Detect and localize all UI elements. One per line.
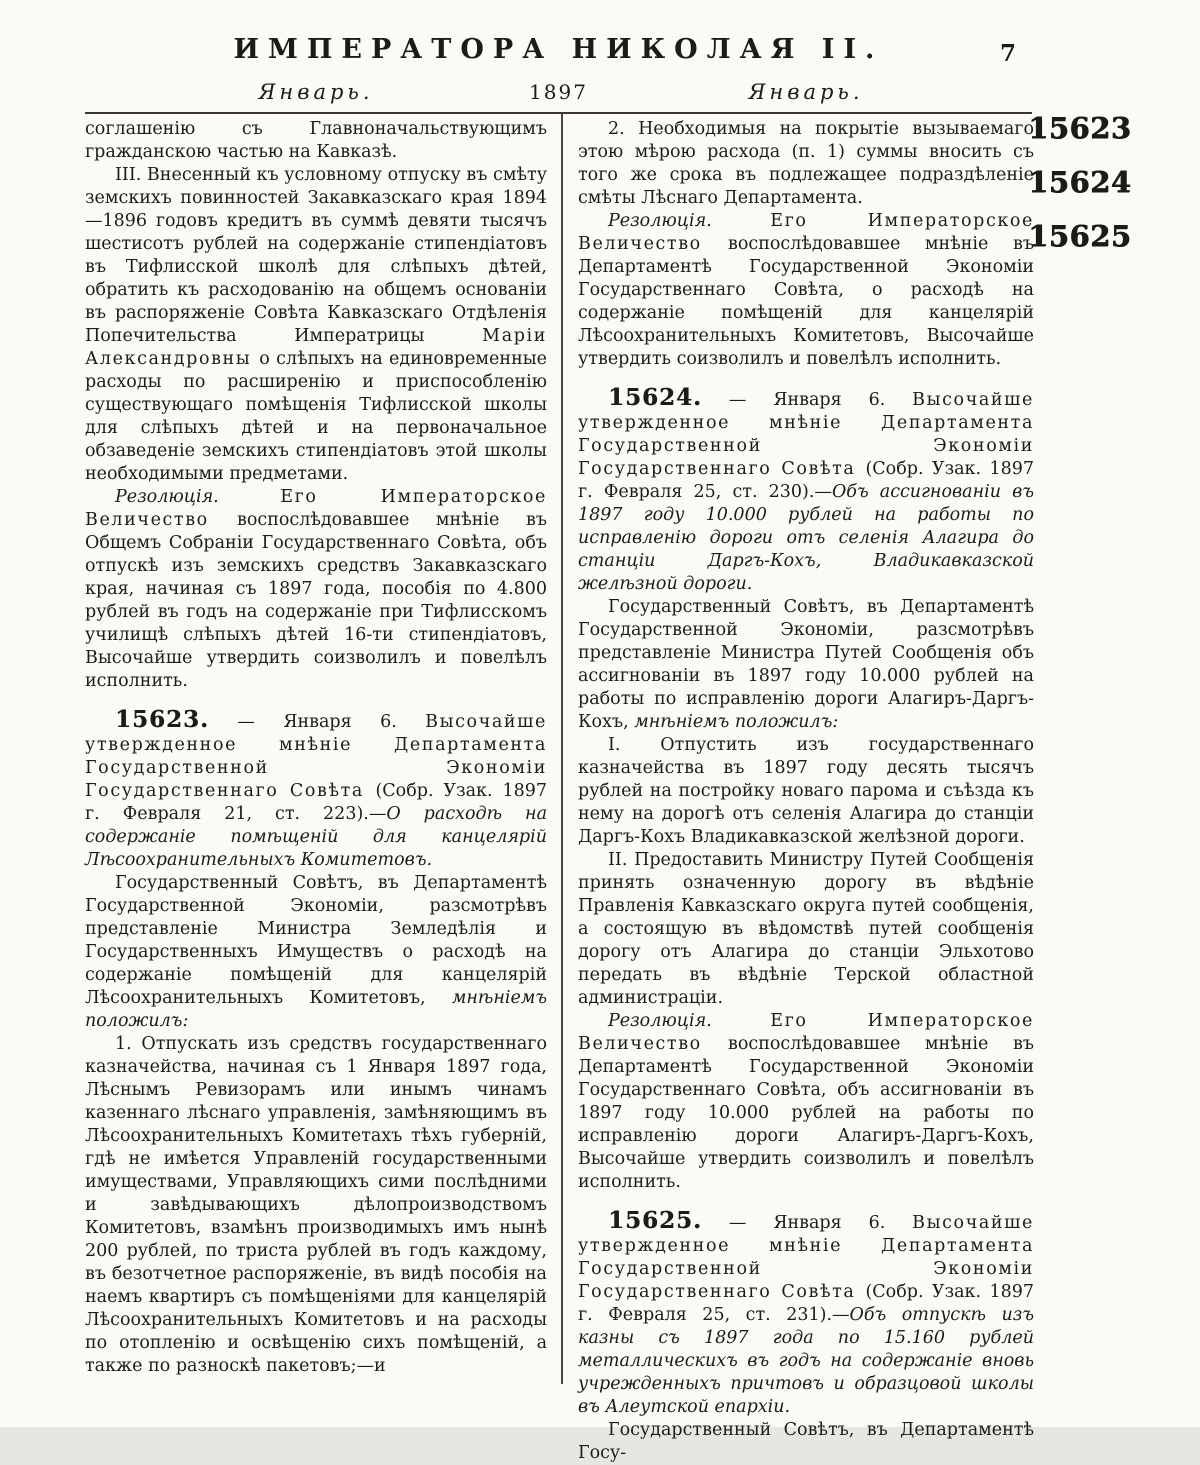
text-segment-normal: Государственный Совѣтъ, въ Департаментѣ Государственной Экономіи, разсмотрѣвъ представленіе Министра Земледѣлія и Государственныхъ Имуществъ о расходѣ на содержаніе помѣщеній для канцелярій Лѣсоохранительныхъ Комитетовъ, bbox=[85, 873, 547, 1008]
text-segment-spaced: Его Императорское Величество bbox=[85, 487, 548, 530]
marginal-entry-numbers bbox=[1028, 111, 1132, 276]
text-segment-normal: воспослѣдовавшее мнѣніе въ Департаментѣ Государственной Экономіи Государственнаго Совѣта, объ ассигнованіи въ 1897 году 10.000 рублей на работы по исправленію дороги Алагиръ-Даргъ-Кохъ, Высочайше утвердить соизволилъ и повелѣлъ исполнить. bbox=[578, 1034, 1034, 1192]
text-segment-normal: 2. Необходимыя на покрытіе вызываемаго этою мѣрою расхода (п. 1) суммы вносить съ того же срока въ подлежащее подраздѣленіе смѣты Лѣснаго Департамента. bbox=[578, 119, 1034, 208]
paragraph bbox=[578, 210, 1034, 371]
text-segment-spaced: Маріи Александровны bbox=[85, 326, 547, 369]
text-segment-normal: — Января 6. bbox=[209, 712, 426, 732]
page-number: 7 bbox=[1000, 40, 1017, 67]
text-segment-normal: соглашенію съ Главноначальствующимъ гражданскою частью на Кавказѣ. bbox=[85, 119, 547, 162]
page-title: ИМПЕРАТОРА НИКОЛАЯ II. bbox=[233, 34, 884, 65]
text-segment-normal: II. Предоставить Министру Путей Сообщенія принять означенную дорогу въ вѣдѣніе Правленія Кавказскаго округа путей сообщенія, а состоящую въ вѣдомствѣ путей сообщенія дорогу отъ Алагира до станціи Эльхотово передать въ вѣдѣніе Терской областной администраціи. bbox=[578, 850, 1034, 1008]
text-segment-normal: Государственный Совѣтъ, въ Департаментѣ Государственной Экономіи, разсмотрѣвъ представленіе Министра Путей Сообщенія объ ассигнованіи въ 1897 году 10.000 рублей на работы по исправленію дороги Алагиръ-Даргъ-Кохъ, bbox=[578, 597, 1034, 732]
paragraph bbox=[578, 849, 1034, 1010]
paragraph bbox=[578, 596, 1034, 734]
paragraph bbox=[578, 1419, 1034, 1465]
left-text-column bbox=[85, 118, 547, 1378]
text-segment-normal: о слѣпыхъ на единовременные расходы по расширенію и приспособленію существующаго помѣщенія Тифлисской школы для слѣпыхъ дѣтей и на первоначальное обзаведеніе земскихъ стипендіатовъ этой школы необходимыми предметами. bbox=[85, 349, 548, 484]
paragraph bbox=[85, 164, 547, 486]
text-segment-italic: Объ ассигнованіи въ 1897 году 10.000 рублей на работы по исправленію дороги отъ селенія Алагира до станціи Даргъ-Кохъ, Владикавказской желѣзной дороги. bbox=[578, 482, 1034, 594]
paragraph bbox=[578, 1010, 1034, 1194]
paragraph bbox=[578, 734, 1034, 849]
text-segment-normal: (Собр. Узак. 1897 г. Февраля 25, ст. 231).— bbox=[578, 1282, 1035, 1325]
paragraph bbox=[85, 486, 547, 693]
text-segment-normal: воспослѣдовавшее мнѣніе въ Департаментѣ Государственной Экономіи Государственнаго Совѣта, о расходѣ на содержаніе помѣщеній для канцелярій Лѣсоохранительныхъ Комитетовъ, Высочайше утвердить соизволилъ и повелѣлъ исполнить. bbox=[578, 234, 1034, 369]
entry-15625 bbox=[578, 1209, 1034, 1419]
text-segment-spaced: Высочайше утвержденное мнѣніе Департамента Государственной Экономіи Государственнаго Совѣта bbox=[578, 1213, 1034, 1302]
text-segment-normal: — Января 6. bbox=[702, 390, 913, 410]
margin-number-15623: 15623 bbox=[1028, 111, 1132, 145]
paragraph bbox=[85, 118, 547, 164]
text-segment-italic: мнѣніемъ положилъ: bbox=[85, 988, 547, 1031]
text-segment-normal: (Собр. Узак. 1897 г. Февраля 21, ст. 223).— bbox=[85, 781, 548, 824]
text-segment-entrynum: 15624. bbox=[608, 384, 703, 411]
text-segment-normal: (Собр. Узак. 1897 г. Февраля 25, ст. 230).— bbox=[578, 459, 1035, 502]
text-segment-italic: Резолюція. bbox=[115, 487, 281, 507]
entry-15624 bbox=[578, 386, 1034, 596]
column-divider-rule bbox=[561, 114, 563, 1384]
text-segment-italic: Резолюція. bbox=[608, 1011, 771, 1031]
paragraph bbox=[85, 1033, 547, 1378]
running-head-right: Январь. bbox=[748, 80, 864, 104]
right-text-column bbox=[578, 118, 1034, 1465]
text-segment-normal: — Января 6. bbox=[702, 1213, 913, 1233]
text-segment-normal: воспослѣдовавшее мнѣніе въ Общемъ Собраніи Государственнаго Совѣта, объ отпускѣ изъ земскихъ средствъ Закавказскаго края, начиная съ 1897 года, пособія по 4.800 рублей въ годъ на содержаніе при Тифлисскомъ училищѣ слѣпыхъ дѣтей 16-ти стипендіатовъ, Высочайше утвердить соизволилъ и повелѣлъ исполнить. bbox=[85, 510, 547, 691]
text-segment-spaced: Его Императорское Величество bbox=[578, 211, 1035, 254]
header-rule bbox=[85, 112, 1032, 114]
running-head-left: Январь. bbox=[258, 80, 374, 104]
margin-number-15624: 15624 bbox=[1028, 165, 1132, 199]
text-segment-italic: О расходѣ на содержаніе помѣщеній для канцелярій Лѣсоохранительныхъ Комитетовъ. bbox=[85, 804, 547, 870]
text-segment-italic: Объ отпускѣ изъ казны съ 1897 года по 15.160 рублей металлическихъ въ годъ на содержаніе вновь учрежденныхъ причтовъ и образцовой школы въ Алеутской епархіи. bbox=[578, 1305, 1034, 1417]
text-segment-normal: I. Отпустить изъ государственнаго казначейства въ 1897 году десять тысячъ рублей на постройку новаго парома и съѣзда къ нему на дорогѣ отъ селенія Алагира до станціи Даргъ-Кохъ Владикавказской желѣзной дороги. bbox=[578, 735, 1034, 847]
margin-number-15625: 15625 bbox=[1028, 219, 1132, 253]
text-segment-italic: мнѣніемъ положилъ: bbox=[634, 712, 839, 732]
entry-15623 bbox=[85, 708, 547, 872]
text-segment-normal: 1. Отпускать изъ средствъ государственнаго казначейства, начиная съ 1 Января 1897 года, Лѣснымъ Ревизорамъ или инымъ чинамъ казеннаго лѣснаго управленія, замѣняющимъ въ Лѣсоохранительныхъ Комитетахъ тѣхъ губерній, гдѣ не имѣется Управленій государственными имуществами, Управляющихъ сими послѣдними и завѣдывающихъ дѣлопроизводствомъ Комитетовъ, взамѣнъ производимыхъ имъ нынѣ 200 рублей, по триста рублей въ годъ каждому, въ безотчетное распоряженіе, въ видѣ пособія на наемъ квартиръ съ помѣщеніями для канцелярій Лѣсоохранительныхъ Комитетовъ и на расходы по отопленію и освѣщенію сихъ помѣщеній, а также по разноскѣ пакетовъ;—и bbox=[85, 1034, 547, 1376]
text-segment-normal: Государственный Совѣтъ, въ Департаментѣ Госу- bbox=[578, 1420, 1034, 1463]
text-segment-italic: Резолюція. bbox=[608, 211, 771, 231]
text-segment-spaced: Его Императорское Величество bbox=[578, 1011, 1035, 1054]
text-segment-entrynum: 15623. bbox=[115, 706, 210, 733]
text-segment-normal: III. Внесенный къ условному отпуску въ смѣту земскихъ повинностей Закавказскаго края 1894—1896 годовъ кредитъ въ суммѣ девяти тысячъ шестисотъ рублей на содержаніе стипендіатовъ въ Тифлисской школѣ для слѣпыхъ дѣтей, обратить къ расходованію на общемъ основаніи въ распоряженіе Совѣта Кавказскаго Отдѣленія Попечительства Императрицы bbox=[85, 165, 547, 346]
paragraph bbox=[85, 872, 547, 1033]
text-segment-spaced: Высочайше утвержденное мнѣніе Департамента Государственной Экономіи Государственнаго Совѣта bbox=[85, 712, 547, 801]
running-head-year: 1897 bbox=[529, 80, 588, 104]
paragraph bbox=[578, 118, 1034, 210]
text-segment-spaced: Высочайше утвержденное мнѣніе Департамента Государственной Экономіи Государственнаго Совѣта bbox=[578, 390, 1034, 479]
text-segment-entrynum: 15625. bbox=[608, 1207, 703, 1234]
